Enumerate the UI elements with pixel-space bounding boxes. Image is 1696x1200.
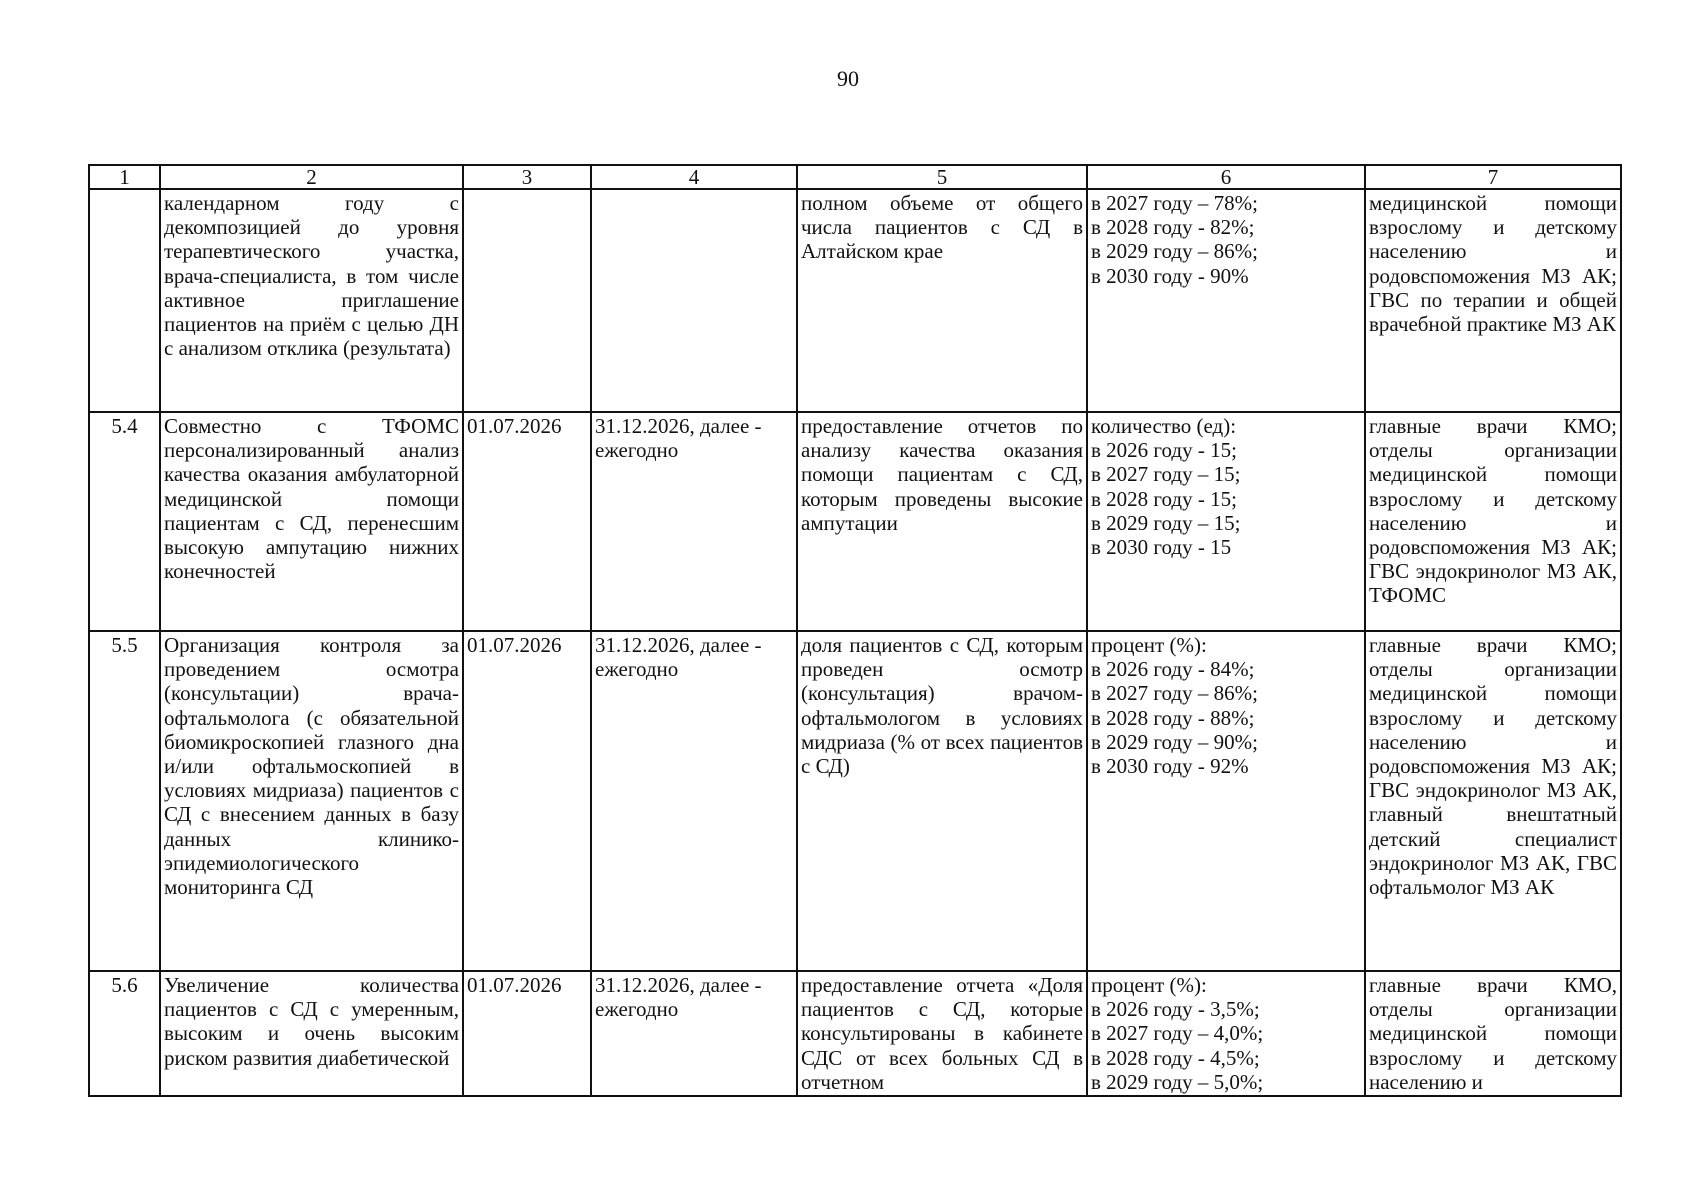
end-date-cell: 31.12.2026, далее - ежегодно — [591, 412, 797, 631]
table-row — [89, 631, 1621, 971]
responsible-cell: главные врачи КМО; отделы организации медицинской помощи взрослому и детскому населению и родовспоможения МЗ АК; ГВС эндокринолог МЗ АК, ТФОМС — [1365, 412, 1621, 631]
indicator-line: в 2027 году – 86%; — [1091, 681, 1258, 706]
indicator-cell — [1087, 412, 1365, 631]
action-plan-table — [88, 164, 1622, 1097]
end-date-cell: 31.12.2026, далее - ежегодно — [591, 631, 797, 971]
table-row — [89, 412, 1621, 631]
indicator-line: в 2029 году – 86%; — [1091, 239, 1258, 264]
header-col-1: 1 — [89, 165, 160, 189]
indicator-line: в 2026 году - 3,5%; — [1091, 997, 1260, 1022]
action-cell: Организация контроля за проведением осмотра (консультации) врача-офтальмолога (с обязательной биомикроскопией глазного дна и/или офтальмоскопией в условиях мидриаза) пациентов с СД с внесением данных в базу данных клинико-эпидемиологического мониторинга СД — [160, 631, 463, 971]
start-date-cell — [463, 189, 591, 412]
indicator-line: процент (%): — [1091, 633, 1207, 657]
start-date-cell: 01.07.2026 — [463, 971, 591, 1096]
end-date-cell: 31.12.2026, далее - ежегодно — [591, 971, 797, 1096]
indicator-line: в 2028 году - 82%; — [1091, 215, 1255, 240]
indicator-line: в 2026 году - 84%; — [1091, 657, 1255, 682]
indicator-line: в 2029 году – 5,0%; — [1091, 1069, 1264, 1094]
indicator-line: в 2030 году - 92% — [1091, 754, 1249, 779]
row-number: 5.5 — [89, 631, 160, 971]
indicator-line: в 2027 году – 4,0%; — [1091, 1021, 1264, 1046]
start-date-cell: 01.07.2026 — [463, 412, 591, 631]
start-date-cell: 01.07.2026 — [463, 631, 591, 971]
indicator-line: процент (%): — [1091, 973, 1207, 997]
result-cell: предоставление отчета «Доля пациентов с СД, которые консультированы в кабинете СДС от всех больных СД в отчетном — [797, 971, 1087, 1096]
responsible-cell: главные врачи КМО; отделы организации медицинской помощи взрослому и детскому населению и родовспоможения МЗ АК; ГВС эндокринолог МЗ АК, главный внештатный детский специалист эндокринолог МЗ АК, ГВС офтальмолог МЗ АК — [1365, 631, 1621, 971]
indicator-cell — [1087, 971, 1365, 1096]
indicator-line: в 2027 году – 78%; — [1091, 191, 1258, 215]
indicator-cell — [1087, 189, 1365, 412]
indicator-line: в 2028 году - 15; — [1091, 486, 1237, 511]
header-col-2: 2 — [160, 165, 463, 189]
header-row — [89, 165, 1621, 189]
responsible-cell: главные врачи КМО, отделы организации медицинской помощи взрослому и детскому населению и — [1365, 971, 1621, 1096]
indicator-line: в 2030 году - 90% — [1091, 263, 1249, 288]
responsible-cell: медицинской помощи взрослому и детскому населению и родовспоможения МЗ АК; ГВС по терапии и общей врачебной практике МЗ АК — [1365, 189, 1621, 412]
result-cell: полном объеме от общего числа пациентов с СД в Алтайском крае — [797, 189, 1087, 412]
action-cell: календарном году с декомпозицией до уровня терапевтического участка, врача-специалиста, в том числе активное приглашение пациентов на приём с целью ДН с анализом отклика (результата) — [160, 189, 463, 412]
result-cell: доля пациентов с СД, которым проведен осмотр (консультация) врачом-офтальмологом в условиях мидриаза (% от всех пациентов с СД) — [797, 631, 1087, 971]
header-col-7: 7 — [1365, 165, 1621, 189]
table-row — [89, 189, 1621, 412]
indicator-line: в 2029 году – 15; — [1091, 510, 1241, 535]
indicator-line: количество (ед): — [1091, 414, 1237, 438]
action-cell: Совместно с ТФОМС персонализированный анализ качества оказания амбулаторной медицинской помощи пациентам с СД, перенесшим высокую ампутацию нижних конечностей — [160, 412, 463, 631]
row-number: 5.6 — [89, 971, 160, 1096]
indicator-line: в 2027 году – 15; — [1091, 462, 1241, 487]
row-number — [89, 189, 160, 412]
row-number: 5.4 — [89, 412, 160, 631]
end-date-cell — [591, 189, 797, 412]
indicator-line: в 2030 году - 15 — [1091, 535, 1232, 560]
page-number: 90 — [837, 66, 859, 91]
indicator-cell — [1087, 631, 1365, 971]
result-cell: предоставление отчетов по анализу качества оказания помощи пациентам с СД, которым проведены высокие ампутации — [797, 412, 1087, 631]
indicator-line: в 2026 году - 15; — [1091, 438, 1237, 463]
header-col-6: 6 — [1087, 165, 1365, 189]
action-cell: Увеличение количества пациентов с СД с умеренным, высоким и очень высоким риском развития диабетической — [160, 971, 463, 1096]
indicator-line: в 2028 году - 88%; — [1091, 705, 1255, 730]
table-row — [89, 971, 1621, 1096]
indicator-line: в 2029 году – 90%; — [1091, 729, 1258, 754]
header-col-4: 4 — [591, 165, 797, 189]
header-col-5: 5 — [797, 165, 1087, 189]
header-col-3: 3 — [463, 165, 591, 189]
indicator-line: в 2028 году - 4,5%; — [1091, 1045, 1260, 1070]
